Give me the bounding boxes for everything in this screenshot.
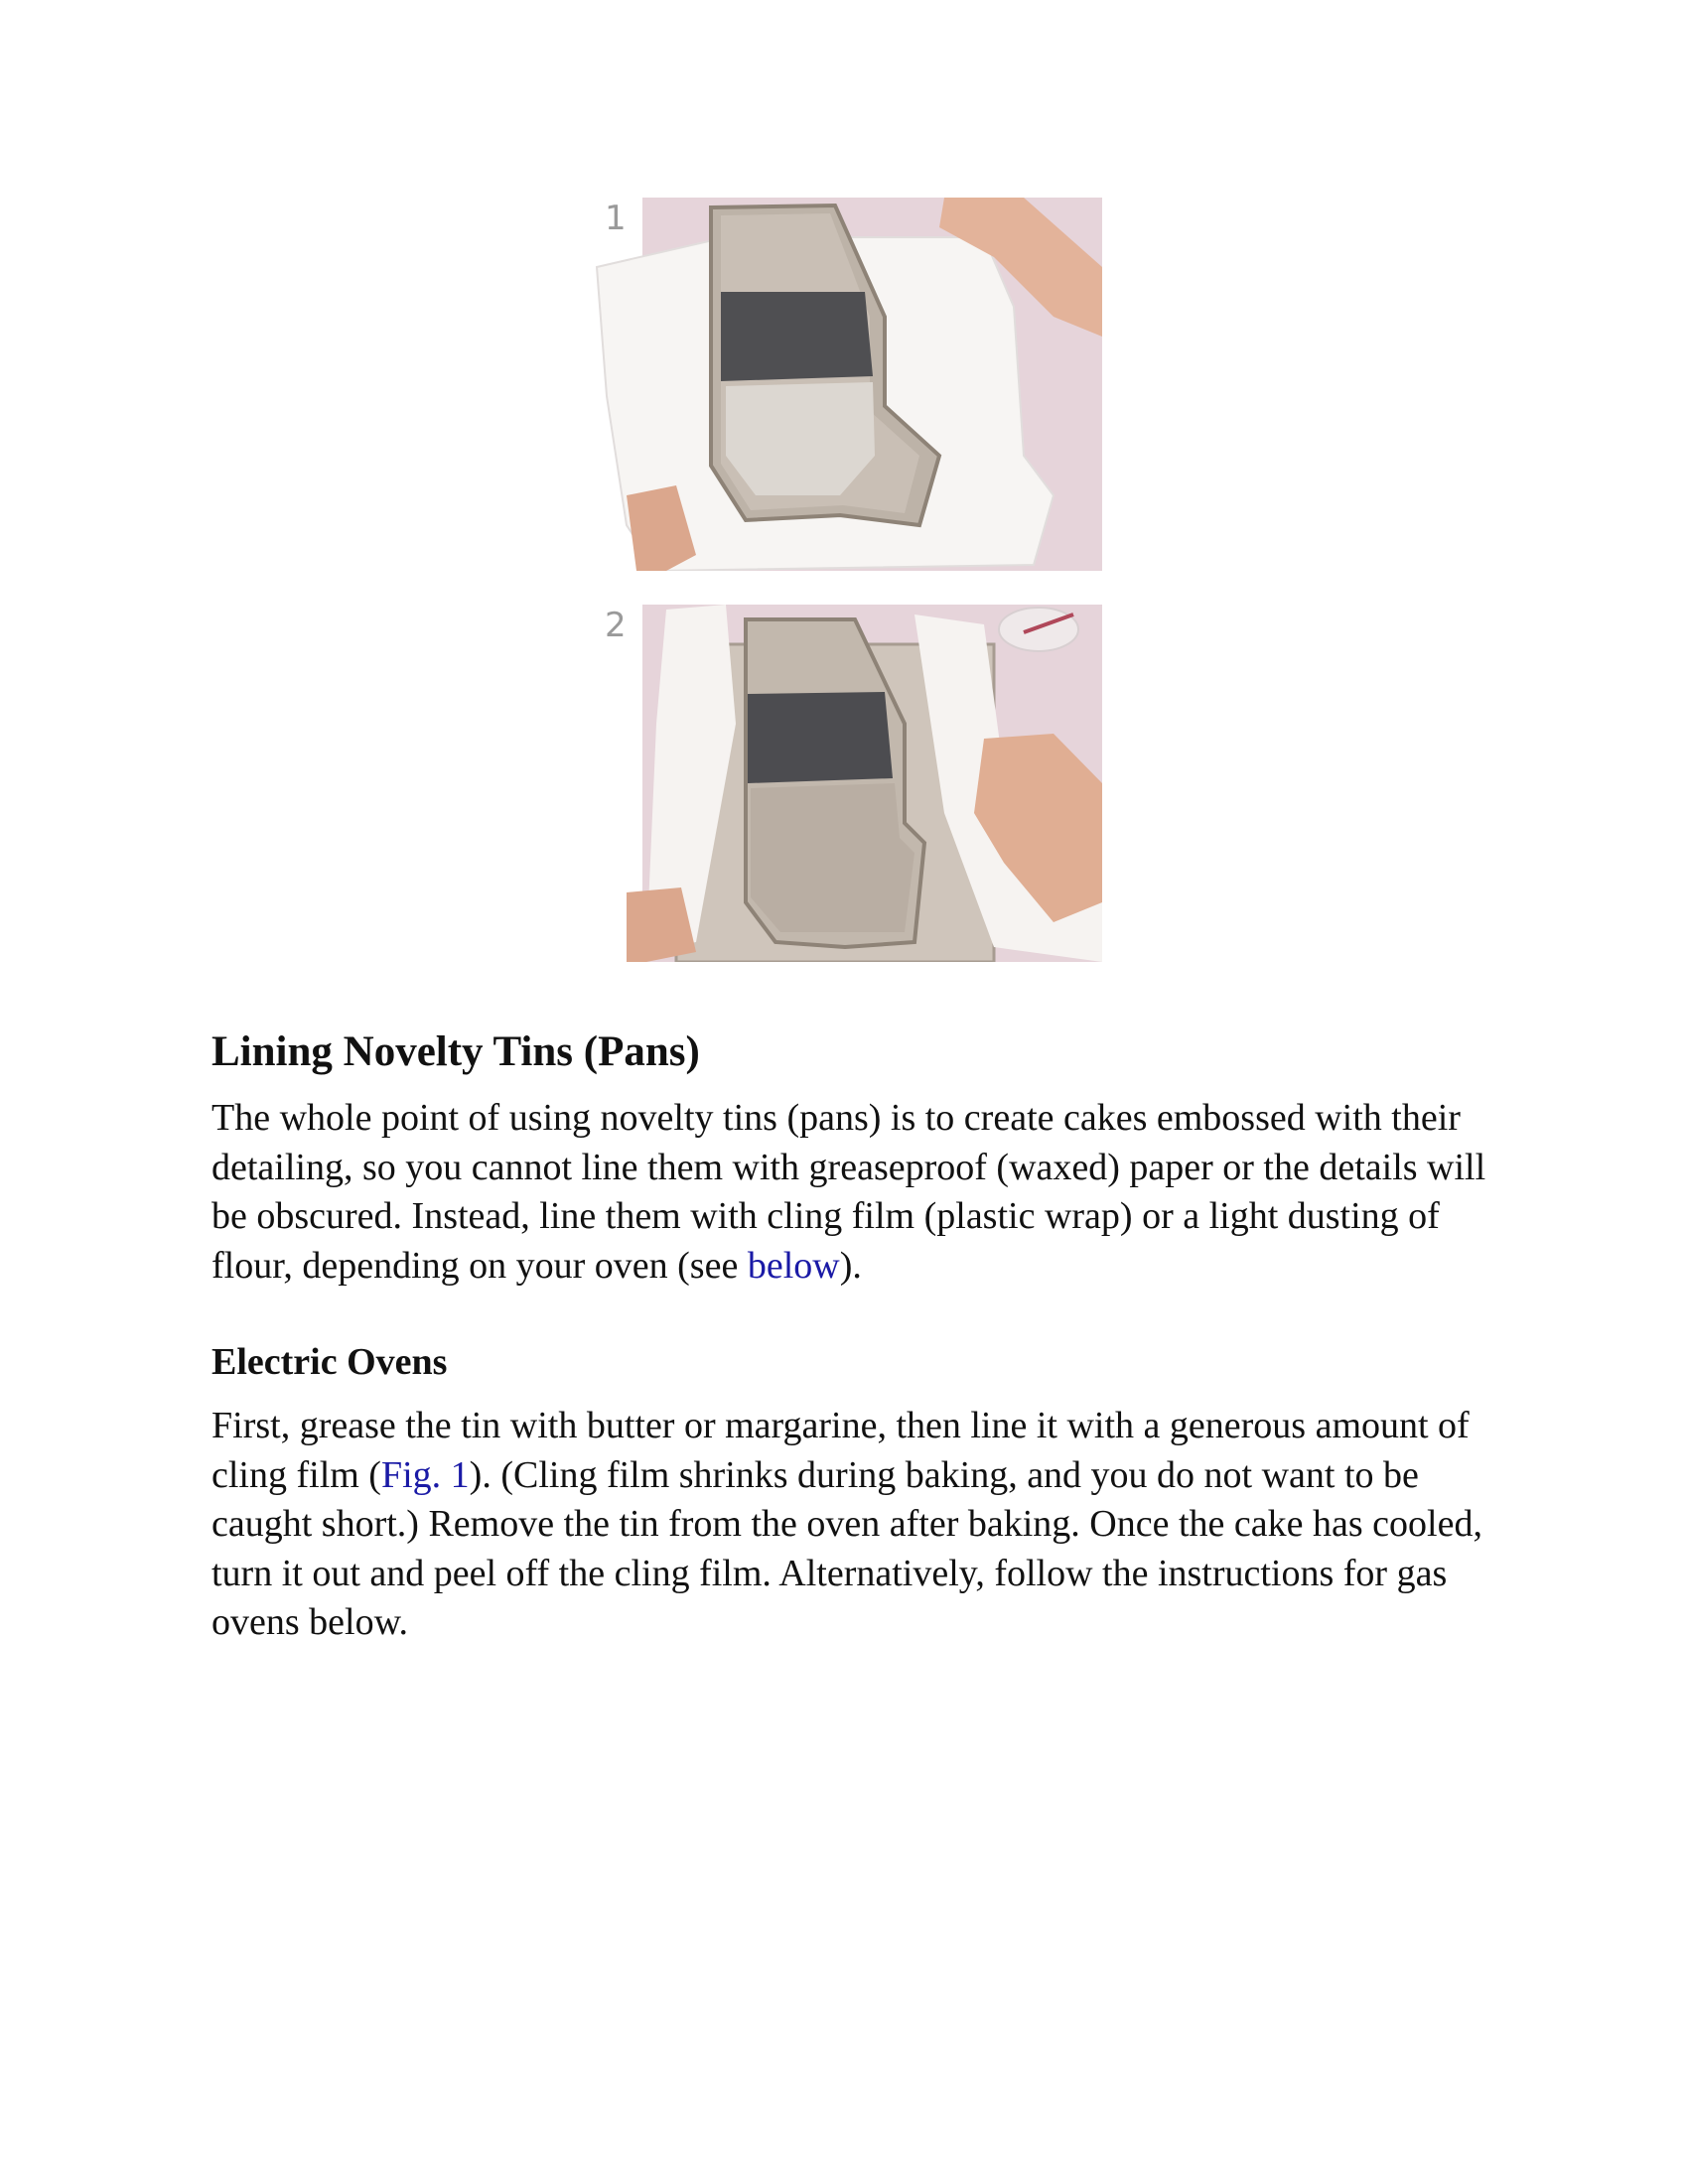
- article-body: [211, 1023, 1492, 1648]
- section-paragraph-text-end: ).: [839, 1244, 862, 1287]
- section-title: Lining Novelty Tins (Pans): [211, 1028, 700, 1075]
- figure-1-photo: [587, 198, 1102, 571]
- figure-1-number: 1: [605, 199, 627, 238]
- figure-2: [587, 605, 1102, 962]
- subsection-paragraph-text: First, grease the tin with butter or margarine, then line it with a generous amount of cling film (: [211, 1405, 1470, 1496]
- figure-2-photo: [587, 605, 1102, 962]
- subsection-paragraph: [211, 1402, 1492, 1648]
- section-paragraph-text: The whole point of using novelty tins (pans) is to create cakes embossed with their detailing, so you cannot line them with greaseproof (waxed) paper or the details will be obscured. Instead, line them with cling film (plastic wrap) or a light dusting of flour, depending on your oven (see: [211, 1097, 1486, 1287]
- fig-1-link[interactable]: Fig. 1: [380, 1453, 470, 1496]
- subsection-title: Electric Ovens: [211, 1341, 448, 1383]
- subsection-paragraph-text-end: ). (Cling film shrinks during baking, and you do not want to be caught short.) Remove the tin from the oven after baking. Once the cake has cooled, turn it out and peel off the cling film. Alternatively, follow the instructions for gas ovens below.: [211, 1453, 1482, 1643]
- below-link[interactable]: below: [747, 1244, 840, 1287]
- figure-2-number: 2: [605, 606, 627, 645]
- section-paragraph: [211, 1094, 1492, 1291]
- figure-1: [587, 198, 1102, 571]
